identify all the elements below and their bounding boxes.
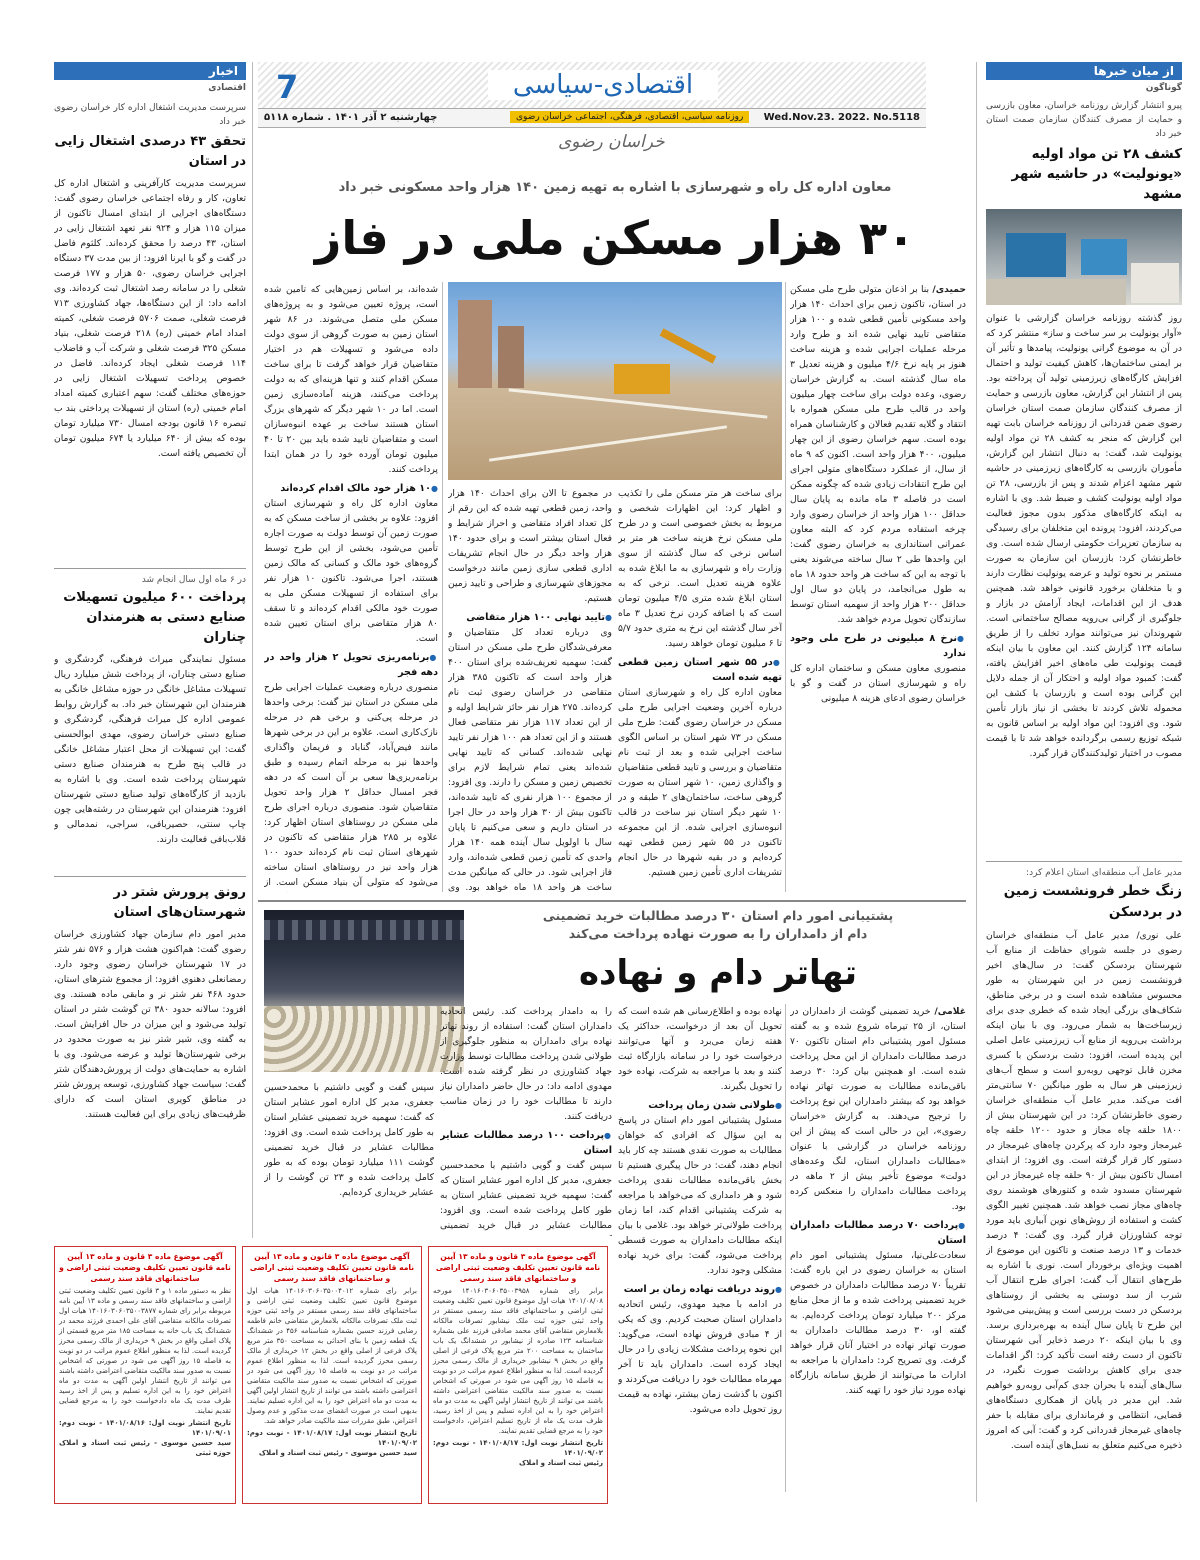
livestock-col-1 (790, 1004, 966, 1492)
left-divider (54, 876, 246, 877)
newspaper-logo: خراسان رضوی (558, 132, 665, 152)
legal-ad-body: نظر به دستور ماده ۱ و ۳ قانون تعیین تکلیف وضعیت ثبتی اراضی و ساختمانهای فاقد سند رسمی و ماده ۱۳ آیین نامه مربوطه برابر رای شماره ۱۴۰۱۶۰۳۰۶۰۳۵۰۰۳۸۷۷ هیات اول تصرفات مالکانه متقاضی آقای علی احمدی فرزند محمد در ششدانگ یک باب خانه به مساحت ۱۸۵ متر مربع قسمتی از پلاک اصلی واقع در بخش ۹ خریداری از مالک رسمی محرز گردیده است. لذا به منظور اطلاع عموم مراتب در دو نوبت به فاصله ۱۵ روز آگهی می شود در صورتی که اشخاص نسبت به صدور سند مالکیت متقاضی اعتراضی داشته باشند می توانند از تاریخ انتشار اولین آگهی به مدت دو ماه اعتراض خود را به این اداره تسلیم و پس از اخذ رسید ظرف مدت یک ماه دادخواست خود را به مرجع قضایی تقدیم نمایند. (59, 1287, 231, 1415)
right-story2-lead: مدیر عامل آب منطقه‌ای استان اعلام کرد: (1026, 868, 1182, 878)
right-tag: از میان خبرها (986, 62, 1182, 80)
livestock-col-2c-text: در ادامه با مجید مهدوی، رئیس اتحادیه دامداران استان صحبت کردیم. وی که یکی از ۴ مبادی فروش نهاده است، می‌گوید: این نحوه پرداخت مشکلات زیادی را در حال ایجاد کرده است. دامداران باید تا آخر مهرماه مطالبات خود را دریافت می‌کردند و اکنون با گذشت زمان بیشتر، نهاده به قیمت روز تحویل داده می‌شود. (618, 1299, 782, 1415)
photo-machine (1006, 233, 1066, 277)
livestock-col-3-text: را به دامدار پرداخت کند. رئیس اتحادیه دامداران استان گفت: استفاده از روند تهاتر نهاده برای دامداران به منظور جلوگیری از طولانی شدن پرداخت مطالبات توسط وزارت جهاد کشاورزی در نظر گرفته شده است. مهدوی ادامه داد: در حال حاضر دامداران نیاز دارند تا مطالبات خود را در زمان مناسب دریافت کنند. (440, 1006, 612, 1122)
main-col-3-text: در مجموع تا الان برای احداث ۱۴۰ هزار واحد، زمین قطعی تهیه شده که این رقم از کل تعداد افراد متقاضی و احراز شرایط و فعال استان بیشتر است و برای حدود ۱۴۰ هزار واحد دیگر در حال انجام تشریفات اداری قطعی سازی زمین مانند درخواست مجوزهای شهرسازی و طراحی و تایید زمین هستیم. (448, 488, 612, 604)
main-sub-4: ● ۱۰ هزار خود مالک اقدام کرده‌اند (264, 481, 438, 496)
right-column (986, 62, 1182, 1502)
left-s1-lead: سرپرست مدیریت اشتغال اداره کار خراسان رضوی خبر داد (54, 103, 246, 127)
main-col-2b-text: معاون اداره کل راه و شهرسازی استان درباره آخرین وضعیت اجرایی طرح ملی مسکن در خراسان رضوی گفت: طرح ملی مسکن در ۷۳ شهر استان بر اساس الگوی ساخت اجرایی شده و بعد از ثبت نام متقاضیان و بررسی و تایید قطعی متقاضیان و واگذاری زمین، ۱۰ شهر استان به صورت گروهی ساخت، ساختمان‌های ۲ طبقه و در ۱۰ شهر دیگر استان نیز ساخت در قالب انبوه‌سازی اجرایی شده. از این مجموعه تاکنون در ۵۵ شهر زمین قطعی تهیه کرده‌ایم و در بقیه شهرها در حال انجام تشریفات اداری تأمین زمین هستیم. (618, 687, 782, 878)
legal-ad-title: آگهی موضوع ماده ۳ قانون و ماده ۱۳ آیین نامه قانون تعیین تکلیف وضعیت ثبتی اراضی و ساختمانهای فاقد سند رسمی (249, 1252, 415, 1283)
left-s2-headline: پرداخت ۶۰۰ میلیون تسهیلات صنایع دستی به هنرمندان چناران (63, 590, 246, 645)
legal-ad-title: آگهی موضوع ماده ۳ قانون و ماده ۱۳ آیین نامه قانون تعیین تکلیف وضعیت ثبتی اراضی و ساختمانهای فاقد سند رسمی (435, 1252, 601, 1283)
livestock-col-3b-text: سپس گفت و گویی داشتیم با محمدحسین جعفری، مدیر کل اداره امور عشایر استان که گفت: سهمیه خرید تضمینی عشایر استان به طور کامل پرداخت شده است. وی افزود: مطالبات عشایر در قبال خرید تضمینی (440, 1160, 612, 1231)
main-story-divider (258, 900, 966, 902)
photo-trench (489, 425, 727, 461)
livestock-col-3-cont (264, 1080, 434, 1236)
left-tag-sub: اقتصادی (208, 83, 246, 93)
right-divider (986, 861, 1182, 862)
left-divider (54, 568, 246, 569)
photo-building (458, 300, 492, 388)
left-tag: اخبار (54, 62, 246, 80)
livestock-byline: غلامی/ (934, 1006, 966, 1017)
legal-ad-date: تاریخ انتشار نوبت اول: ۱۴۰۱/۰۸/۱۶ - نوبت دوم: ۱۴۰۱/۰۹/۰۱ (59, 1419, 231, 1437)
left-column-rule (252, 62, 253, 1238)
right-tag-sub: گوناگون (1145, 83, 1182, 93)
yonolit-factory-photo (986, 209, 1182, 305)
right-story-headline: کشف ۲۸ تن مواد اولیه «یونولیت» در حاشیه شهر مشهد (1011, 146, 1182, 202)
livestock-kicker-1: پشتیبانی امور دام استان ۳۰ درصد مطالبات خرید تضمینی (542, 908, 894, 923)
livestock-col-3 (440, 1004, 612, 1236)
legal-ad-3 (54, 1246, 236, 1504)
livestock-col-3c-text: سپس گفت و گویی داشتیم با محمدحسین جعفری، مدیر کل اداره امور عشایر استان که گفت: سهمیه خرید تضمینی عشایر استان به طور کامل پرداخت شده است. وی افزود: مطالبات عشایر در قبال خرید تضمینی گوشت ۱۱۱ میلیارد تومان بوده که به طور کامل پرداخت شده و ۲۳ تن گوشت را از عشایر خریداری کرده‌ایم. (264, 1082, 434, 1198)
left-s1-headline: تحقق ۴۳ درصدی اشتغال زایی در استان (54, 134, 246, 169)
main-sub-3: ● تایید نهایی ۱۰۰ هزار متقاضی (448, 610, 612, 625)
left-s3-headline: رونق پرورش شتر در شهرستان‌های استان (113, 885, 246, 920)
livestock-col-rule (785, 1004, 786, 1492)
legal-ad-body: برابر رای شماره ۱۴۰۱۶۰۳۰۶۰۳۵۰۰۳۹۵۸ مورخه ۱۴۰۱/۰۸/۰۸ هیات اول موضوع قانون تعیین تکلیف وضعیت ثبتی اراضی و ساختمانهای فاقد سند رسمی مستقر در واحد ثبتی حوزه ثبت ملک نیشابور تصرفات مالکانه بلامعارض متقاضی آقای محمد صادقی فرزند علی بشماره شناسنامه ۱۲۳ صادره از نیشابور در ششدانگ یک باب ساختمان به مساحت ۲۰۰ متر مربع پلاک فرعی از اصلی واقع در بخش ۹ نیشابور خریداری از مالک رسمی محرز گردیده است. لذا به منظور اطلاع عموم مراتب در دو نوبت به فاصله ۱۵ روز آگهی می شود در صورتی که اشخاص نسبت به صدور سند مالکیت متقاضی اعتراضی داشته باشند می توانند از تاریخ انتشار اولین آگهی به مدت دو ماه اعتراض خود را به این اداره تسلیم و پس از اخذ رسید، ظرف مدت یک ماه از تاریخ تسلیم اعتراض، دادخواست خود را به مرجع قضایی تقدیم نمایند. (433, 1287, 604, 1435)
left-s3-body: مدیر امور دام سازمان جهاد کشاورزی خراسان رضوی گفت: هم‌اکنون هشت هزار و ۵۷۶ نفر شتر در ۱۷ شهرستان خراسان رضوی وجود دارد. رمضانعلی دهنوی افزود: از مجموع شترهای استان، حدود ۴۶۸ نفر شتر نر و مابقی ماده هستند. وی افزود: سالانه حدود ۳۸۰ تن گوشت شتر در استان تولید می‌شود و این میزان در حال افزایش است. به گفته وی، شیر شتر نیز به صورت محدود در برخی شهرستان‌ها تولید و عرضه می‌شود. وی با اشاره به حمایت‌های دولت از پرورش‌دهندگان شتر گفت: سیاست جهاد کشاورزی، توسعه پرورش شتر در مناطق کویری استان است که دارای ظرفیت‌های زیادی برای این فعالیت هستند. (54, 929, 246, 1120)
main-col-4 (264, 282, 438, 892)
main-col-4-text: شده‌اند، بر اساس زمین‌هایی که تامین شده است، پروژه تعیین می‌شود و به پروژه‌های مسکن ملی متصل می‌شوند. در ۸۶ شهر استان زمین به صورت گروهی از سوی دولت داده می‌شود و تسهیلات هم در اختیار متقاضیان قرار خواهد گرفت تا برای ساخت مسکن اقدام کنند و تنها هزینه‌ای که به دولت پرداخت می‌کنند، هزینه آماده‌سازی زمین است. اما در ۱۰ شهر دیگر که شهرهای بزرگ استان هستند ساخت بر عهده انبوه‌سازان است و متقاضیان تایید شده باید بین ۲۰ تا ۴۰ میلیون تومان آورده خود را در همان ابتدا پرداخت کنند. (264, 284, 438, 475)
right-column-rule (976, 62, 977, 1502)
livestock-col-1-text: خرید تضمینی گوشت از دامداران در استان، از ۲۵ تیرماه شروع شده و به گفته مسئول امور پشتیبانی دام استان تاکنون ۷۰ درصد مطالبات دامداران از این محل پرداخت شده است. او همچنین بیان کرد: ۳۰ درصد باقی‌مانده مطالبات به صورت تهاتر نهاده خواهد بود که بیشتر دامداران این نوع پرداخت را ترجیح می‌دهند. به گزارش «خراسان رضوی»، این در حالی است که پیش از این روزنامه خراسان در گزارشی با عنوان «مطالبات دامداران استان، لنگ وعده‌های دولت» موضوع تأخیر بیش از ۲ ماهه در پرداخت مطالبات دامداران را منعکس کرده بود. (790, 1006, 966, 1212)
date-english: Wed.Nov.23. 2022. No.5118 (763, 112, 920, 123)
main-sub-1: ● نرخ ۸ میلیونی در طرح ملی وجود ندارد (790, 631, 966, 661)
main-headline: ۳۰ هزار مسکن ملی در فاز (314, 211, 916, 265)
photo-excavator-arm (660, 328, 717, 363)
livestock-col-2 (618, 1004, 782, 1492)
main-col-1b-text: منصوری معاون مسکن و ساختمان اداره کل راه و شهرسازی استان در گفت و گو با خراسان رضوی ادعای هزینه ۸ میلیونی (790, 663, 966, 704)
livestock-col-1b-text: سعادت‌علی‌نیا، مسئول پشتیبانی امور دام استان به خراسان رضوی در این باره گفت: تقریباً ۷۰ درصد مطالبات دامداران در خصوص خرید تضمینی پرداخت شده و ما از محل منابع مرکز ۲۰۰ میلیارد تومان پرداخت کرده‌ایم. به گفته او، ۳۰ درصد مطالبات دامداران به صورت تهاتر نهاده در اختیار آنان قرار خواهد گرفت. وی تصریح کرد: دامداران با مراجعه به ادارات ما می‌توانند از طریق سامانه بازارگاه نهاده مورد نیاز خود را تهیه کنند. (790, 1250, 966, 1396)
main-col-2-text: برای ساخت هر متر مسکن ملی را تکذیب و اظهار کرد: این اظهارات شخصی و مربوط به بخش خصوصی است و در طرح ملی مسکن نرخ هزینه ساخت هر متر بر اساس نرخی که سال گذشته از سوی وزارت راه و شهرسازی به ما ابلاغ شده به علاوه هزینه تعدیل است. نرخی که به استان ابلاغ شده متری ۴/۵ میلیون تومان است که با اضافه کردن نرخ تعدیل ۳ ماه آخر سال گذشته این نرخ به متری حدود ۵/۷ تا ۶ میلیون تومان خواهد رسید. (618, 488, 782, 649)
excavator-photo (448, 282, 782, 480)
main-byline: حمیدی/ (932, 284, 966, 295)
tagline: روزنامه سیاسی، اقتصادی، فرهنگی، اجتماعی خراسان رضوی (510, 111, 749, 123)
date-persian: چهارشنبه ۲ آذر ۱۴۰۱ . شماره ۵۱۱۸ (264, 112, 438, 123)
photo-floor (986, 279, 1126, 305)
livestock-sub-1: ● پرداخت ۷۰ درصد مطالبات دامداران استان (790, 1218, 966, 1248)
main-col-1-text: بنا بر اذعان متولی طرح ملی مسکن در استان، تاکنون زمین برای احداث ۱۴۰ هزار واحد مسکونی تأمین قطعی شده و ۱۰۰ هزار متقاضی تایید نهایی شده اند و طرح وارد مرحله عملیات اجرایی شده و هزینه ساخت هنوز بر پایه نرخ ۴/۶ میلیون و هزینه تعدیل ۳ ماه سال گذشته است. به گزارش خراسان رضوی، وعده دولت برای ساخت چهار میلیون واحد در قالب طرح ملی مسکن همواره با انتقاد و گلایه تقدیم فعالان و کارشناسان همراه بوده است. سهم خراسان رضوی از این چهار میلیون، ۴۰۰ هزار واحد است. اکنون که ۹ ماه از سال، از عملکرد دستگاه‌های متولی اجرای این طرح انتقادات زیادی شده که چگونه ممکن است در فاصله ۳ ماه مانده به پایان سال حداقل ۱۰۰ هزار واحد از خراسان رضوی وارد چرخه استفاده مردم کرد که البته معاون عمرانی استانداری به خراسان رضوی گفت: این واحدها طی ۲ سال ساخته می‌شوند یعنی با توجه به این که ساخت هر واحد حدود ۱۸ ماه به طول می‌انجامد، در پایان دو سال اول حداقل ۲۰۰ هزار واحد از سهمیه استان توسط سازندگان تحویل مردم خواهد شد. (790, 284, 966, 625)
legal-ad-2 (242, 1246, 422, 1504)
legal-ad-sign: رئیس ثبت اسناد و املاک (519, 1459, 603, 1467)
main-col-rule (785, 282, 786, 892)
livestock-col-2b-text: مسئول پشتیبانی امور دام استان در پاسخ به این سؤال که افرادی که خواهان مطالبات به صورت نقدی هستند چه کار باید انجام دهند، گفت: در حال پیگیری هستیم تا بخش باقی‌مانده مطالبات نقدی پرداخت شود و هر دامداری که می‌خواهد با مراجعه به شرکت پشتیبانی اقدام کند، اما زمان پرداخت طولانی‌تر خواهد بود. غلامی با بیان اینکه مطالبات دامداران به صورت قسطی پرداخت می‌شود، گفت: برای خرید نهاده مشکلی وجود ندارد. (618, 1115, 782, 1276)
photo-sacks (1131, 263, 1179, 303)
masthead-info-bar (258, 108, 926, 128)
main-col-1 (790, 282, 966, 892)
right-story-lead: پیرو انتشار گزارش روزنامه خراسان، معاون بازرسی و حمایت از مصرف کنندگان سازمان صمت استان خبر داد (986, 101, 1182, 139)
main-col-2 (618, 486, 782, 892)
page-number: 7 (276, 68, 299, 106)
main-sub-5: ● برنامه‌ریزی تحویل ۲ هزار واحد در دهه فجر (264, 650, 438, 680)
livestock-sub-4: ● پرداخت ۱۰۰ درصد مطالبات عشایر استان (440, 1128, 612, 1158)
photo-barn-roof (264, 920, 464, 940)
left-s2-lead: در ۶ ماه اول سال انجام شد (141, 575, 246, 585)
photo-sheep-flock (264, 1006, 464, 1072)
main-col-4b-text: معاون اداره کل راه و شهرسازی استان افزود: علاوه بر بخشی از ساخت مسکن که به صورت زمین آن توسط دولت به صورت اجاره تأمین می‌شود، بخشی از این طرح توسط گروه‌های خود مالک و کسانی که مالک زمین هستند، اجرا می‌شود. تاکنون ۱۰ هزار نفر برای استفاده از تسهیلات مسکن ملی به صورت خود مالکی اقدام کرده‌اند و تا سقف ۸۰ هزار متقاضی برای استان تعیین شده است. (264, 498, 438, 644)
main-kicker: معاون اداره کل راه و شهرسازی با اشاره به تهیه زمین ۱۴۰ هزار واحد مسکونی خبر داد (338, 180, 892, 195)
livestock-sub-2: ● طولانی شدن زمان پرداخت (618, 1098, 782, 1113)
photo-excavator (614, 364, 670, 394)
sheep-photo (264, 910, 464, 1072)
right-story2-body: علی نوری/ مدیر عامل آب منطقه‌ای خراسان رضوی در جلسه شورای حفاظت از منابع آب شهرستان بردسکن گفت: در سال‌های اخیر فرونشست زمین در این شهرستان به طور محسوس مشاهده شده است و در برخی مناطق، شکاف‌های بزرگی ایجاد شده که خطری جدی برای زیرساخت‌ها به شمار می‌رود. وی با بیان اینکه برداشت بی‌رویه از منابع آب زیرزمینی عامل اصلی این پدیده است، افزود: دشت بردسکن با کسری مخزن قابل توجهی روبه‌رو است و سطح آب‌های زیرزمینی هر سال به طور میانگین ۷۰ سانتی‌متر افت می‌کند. مدیر عامل آب منطقه‌ای خراسان رضوی خاطرنشان کرد: در این شهرستان بیش از ۱۸۰۰ حلقه چاه مجاز و حدود ۱۲۰۰ حلقه چاه غیرمجاز وجود دارد که پرکردن چاه‌های غیرمجاز در دستور کار قرار گرفته است. وی افزود: از ابتدای امسال تاکنون بیش از ۹۰ حلقه چاه غیرمجاز در این شهرستان مسدود شده و کنتورهای هوشمند روی چاه‌های مجاز نصب خواهد شد. همچنین تغییر الگوی کشت و استفاده از روش‌های نوین آبیاری باید مورد توجه کشاورزان قرار گیرد. وی گفت: ۴ درصد خدمات و ۱۳ درصد صنعت و تاکنون این موضوع از اهمیت ویژه‌ای برخوردار است. نوری با اشاره به طرح‌های انتقال آب گفت: اجرای طرح انتقال آب شرب از سد دوستی به بخشی از روستاهای بردسکن در دست بررسی است و پیش‌بینی می‌شود این طرح تا پایان سال آینده به بهره‌برداری برسد. وی با بیان اینکه ۲۰ درصد ذخایر آبی شهرستان تاکنون از دست رفته است تأکید کرد: اگر اقدامات جدی برای کاهش برداشت صورت نگیرد، در سال‌های آینده با بحران جدی کم‌آبی روبه‌رو خواهیم شد. این مدیر در پایان از همکاری دستگاه‌های قضایی، انتظامی و فرمانداری برای مقابله با حفر چاه‌های غیرمجاز قدردانی کرد و گفت: آبی که امروز ذخیره می‌کنیم متعلق به نسل‌های آینده است. (986, 930, 1182, 1451)
main-col-3b-text: وی درباره تعداد کل متقاضیان و معرفی‌شدگان طرح ملی مسکن در استان گفت: سهمیه تعریف‌شده برای استان ۴۰۰ هزار واحد است که تاکنون ۳۸۵ هزار متقاضی در خراسان رضوی ثبت نام کرده‌اند. ۲۷۵ هزار نفر حائز شرایط اولیه و از این تعداد ۱۱۷ هزار نفر متقاضی فعال هستند و از این تعداد هم ۱۰۰ هزار نفر تایید نهایی شده‌اند. کسانی که تایید نهایی شده‌اند یعنی تمام شرایط لازم برای تخصیص زمین و مسکن را دارند. وی افزود: از مجموع ۱۰۰ هزار نفری که تایید شده‌اند، تاکنون بیش از ۳۰ هزار واحد در حال اجرا در استان داریم و سعی می‌کنیم تا پایان سال با اولویل سال آینده همه ۱۴۰ هزار واحدی که تأمین زمین قطعی شده‌اند، وارد فاز اجرایی شود. در حالی که میانگین مدت ساخت هر واحد ۱۸ ماه خواهد بود. وی (448, 627, 612, 892)
livestock-headline: تهاتر دام و نهاده (578, 953, 858, 993)
right-story2-headline: زنگ خطر فرونشست زمین در بردسکن (1003, 883, 1182, 920)
right-story-body: روز گذشته روزنامه خراسان گزارشی با عنوان «آوار یونولیت بر سر ساخت و ساز» منتشر کرد که در آن به موضوع گرانی یونولیت، پیامدها و تأثیر آن بر ایمنی ساختمان‌ها، کاهش کیفیت تولید و احتمال افزایش کارگاه‌های زیرزمینی تولید آن پرداخته بود. پس از انتشار این گزارش، معاون بازرسی و حمایت از مصرف کنندگان سازمان صمت استان خراسان رضوی ضمن قدردانی از روزنامه خراسان بابت تهیه این گزارش که منجر به کشف ۲۸ تن مواد اولیه یونولیت شد، گفت: به دنبال انتشار این گزارش، مأموران بازرسی به کارگاه‌های زیرزمینی در حاشیه شهر مشهد اعزام شدند و پس از بازرسی، ۲۸ تن مواد اولیه یونولیت کشف و ضبط شد. وی با اشاره به اینکه کارگاه‌های مذکور بدون مجوز فعالیت می‌کردند، افزود: پرونده این متخلفان برای رسیدگی به سازمان تعزیرات حکومتی ارسال شده است. وی خاطرنشان کرد: بازرسان این سازمان به صورت مستمر بر نحوه تولید و عرضه یونولیت نظارت دارند و با متخلفان برخورد قانونی خواهد شد. همچنین هدف از این اقدامات، ایجاد آرامش در بازار و جلوگیری از گرانی بی‌رویه مصالح ساختمانی است. شهروندان نیز می‌توانند موارد تخلف را از طریق سامانه ۱۲۴ گزارش کنند. این معاون با بیان اینکه قیمت یونولیت طی ماه‌های اخیر افزایش یافته، گفت: کمبود مواد اولیه و احتکار آن از جمله دلایل این گرانی بوده است و بازرسان با کشف این محموله تلاش کردند تا بخشی از نیاز بازار تأمین شود. وی افزود: این مواد اولیه بر اساس قانون به شبکه توزیع رسمی برگردانده خواهد شد تا با قیمت مصوب در اختیار تولیدکنندگان قرار گیرد. (986, 313, 1182, 759)
legal-ad-sign: سید حسین موسوی - رئیس ثبت اسناد و املاک (258, 1449, 417, 1457)
legal-ad-body: برابر رای شماره ۱۴۰۱۶۰۳۰۶۰۳۵۰۰۴۰۱۲ هیات اول موضوع قانون تعیین تکلیف وضعیت ثبتی اراضی و ساختمانهای فاقد سند رسمی مستقر در واحد ثبتی حوزه ثبت ملک تصرفات مالکانه بلامعارض متقاضی خانم فاطمه رضایی فرزند حسین بشماره شناسنامه ۴۵۶ در ششدانگ یک قطعه زمین با بنای احداثی به مساحت ۳۵۰ متر مربع پلاک فرعی از اصلی واقع در بخش ۱۲ خریداری از مالک رسمی محرز گردیده است. لذا به منظور اطلاع عموم مراتب در دو نوبت به فاصله ۱۵ روز آگهی می شود در صورتی که اشخاص نسبت به صدور سند مالکیت متقاضی اعتراضی داشته باشند می توانند از تاریخ انتشار اولین آگهی به مدت دو ماه اعتراض خود را به این اداره تسلیم نمایند. بدیهی است در صورت انقضای مدت مذکور و عدم وصول اعتراض، طبق مقررات سند مالکیت صادر خواهد شد. (247, 1287, 418, 1425)
masthead (258, 62, 926, 184)
legal-ad-1 (428, 1246, 608, 1504)
legal-ad-sign: سید حسین موسوی - رئیس ثبت اسناد و املاک حوزه ثبتی (59, 1439, 231, 1457)
livestock-sub-3: ● روند دریافت نهاده زمان بر است (618, 1282, 782, 1297)
main-col-4c-text: منصوری درباره وضعیت عملیات اجرایی طرح ملی مسکن در استان نیز گفت: برخی واحدها در مرحله پی‌کنی و برخی هم در مرحله نازک‌کاری است. علاوه بر این در برخی شهرها مانند فیض‌آباد، گناباد و فریمان واگذاری واحدها نیز به مرحله اتمام رسیده و طبق برنامه‌ریزی‌ها سعی بر آن است که در دهه فجر امسال حداقل ۲ هزار واحد تحویل متقاضیان شود. منصوری درباره اجرای طرح ملی مسکن در روستاهای استان اظهار کرد: علاوه بر ۲۸۵ هزار متقاضی که تاکنون در شهرهای استان ثبت نام کرده‌اند حدود ۱۰۰ هزار واحد نیز در روستاهای استان ساخته می‌شود که متولی آن بنیاد مسکن است. از (264, 682, 438, 888)
livestock-col-2-text: نهاده بوده و اطلاع‌رسانی هم شده است که تحویل آن بعد از درخواست، حداکثر یک هفته زمان می‌برد و آنها می‌توانند درخواست خود را در سامانه بازارگاه ثبت کنند و بعد با مراجعه به شرکت، نهاده خود را تحویل بگیرند. (618, 1006, 782, 1092)
main-sub-2: ● در ۵۵ شهر استان زمین قطعی تهیه شده است (618, 655, 782, 685)
legal-ad-date: تاریخ انتشار نوبت اول: ۱۴۰۱/۰۸/۱۷ - نوبت دوم: ۱۴۰۱/۰۹/۰۲ (247, 1429, 417, 1447)
legal-ad-date: تاریخ انتشار نوبت اول: ۱۴۰۱/۰۸/۱۷ - نوبت دوم: ۱۴۰۱/۰۹/۰۲ (433, 1439, 603, 1457)
left-s2-body: مسئول نمایندگی میراث فرهنگی، گردشگری و صنایع دستی چناران، از پرداخت شش میلیارد ریال تسهیلات مشاغل خانگی در حوزه مشاغل خانگی به هنرمندان این شهرستان خبر داد. به گزارش روابط عمومی اداره کل میراث فرهنگی، گردشگری و صنایع دستی خراسان رضوی، مهدی ابوالحسنی گفت: این تسهیلات از محل اعتبار مشاغل خانگی در قالب پنج طرح به هنرمندان صنایع دستی شهرستان پرداخت شده است. وی با اشاره به بازدید از کارگاه‌های تولید صنایع دستی شهرستان افزود: هنرمندان این شهرستان در رشته‌هایی چون چاپ سنتی، حصیربافی، سراجی، نمدمالی و قلاب‌بافی فعالیت دارند. (54, 654, 246, 845)
legal-ad-title: آگهی موضوع ماده ۳ قانون و ماده ۱۳ آیین نامه قانون تعیین تکلیف وضعیت ثبتی اراضی و ساختمانهای فاقد سند رسمی (59, 1252, 231, 1283)
main-col-rule (442, 282, 443, 892)
livestock-kicker-2: دام از دامداران را به صورت نهاده پرداخت می‌کند (568, 926, 868, 941)
left-s1-body: سرپرست مدیریت کارآفرینی و اشتغال اداره کل تعاون، کار و رفاه اجتماعی خراسان رضوی گفت: دستگاه‌های اجرایی از ابتدای امسال تاکنون از میزان ۱۱۵ هزار و ۹۲۴ نفر تعهد اشتغال زایی در استان، ۴۳ درصد را محقق کرده‌اند. کلثوم فاضل در گفت و گو با ایرنا افزود: از بین مدت ۳۷ دستگاه اجرایی خراسان رضوی، ۵۰ هزار و ۱۷۷ فرصت شغلی را در سامانه رصد اشتغال ثبت کرده‌اند. وی ادامه داد: از این دستگاه‌ها، جهاد کشاورزی ۷۱۳ فرصت شغلی، صمت ۵۷۰۶ فرصت شغلی، کمیته امداد امام خمینی (ره) ۲۱۸ فرصت شغلی، بنیاد مسکن ۳۲۵ فرصت شغلی و شرکت آب و فاضلاب ۱۱۴ فرصت شغلی ایجاد کرده‌اند. فاضل در خصوص پرداخت تسهیلات اشتغال زایی در حوزه‌های مختلف گفت: سهم اعتباری کمیته امداد امام خمینی (ره) استان از تسهیلات پرداختی بند ب تبصره ۱۶ قانون بودجه امسال ۷۳۰ میلیارد تومان بوده که بیش از ۶۴۰ میلیارد یا ۶۷۴ میلیون تومان آن تخصیص یافته است. (54, 178, 246, 459)
photo-machine (1081, 239, 1127, 275)
main-col-3 (448, 486, 612, 892)
left-column (54, 62, 246, 1238)
photo-building (498, 326, 524, 388)
section-title: اقتصادی-سیاسی (488, 70, 718, 100)
